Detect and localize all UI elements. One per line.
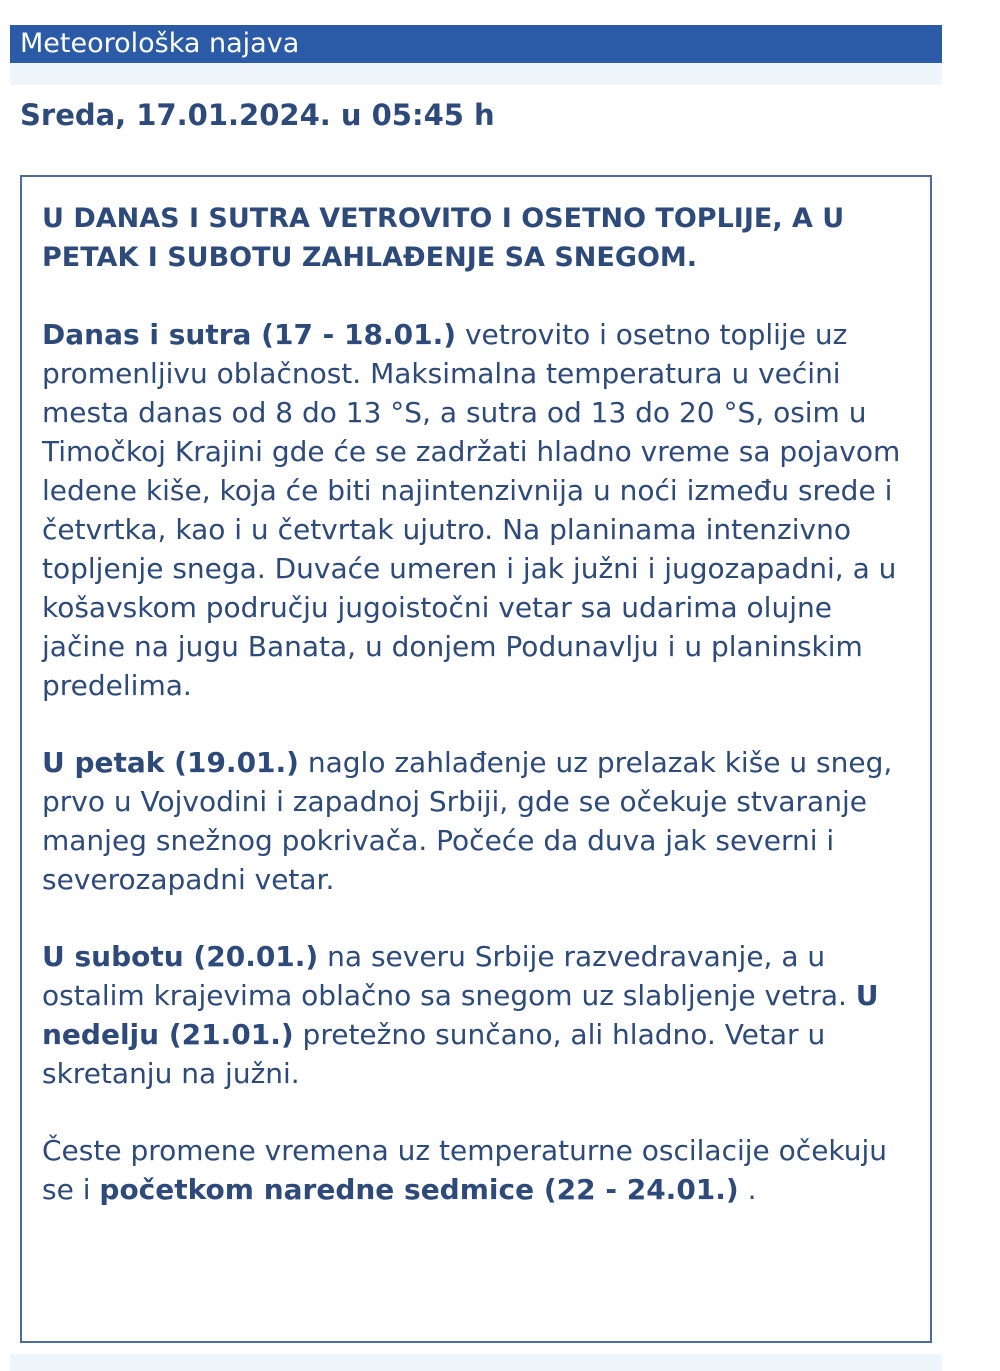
paragraph-text: Česte promene vremena uz temperaturne oscilacije očekuju se i bbox=[42, 1134, 888, 1206]
header-strip bbox=[10, 63, 942, 85]
forecast-headline: U DANAS I SUTRA VETROVITO I OSETNO TOPLIJE, A U PETAK I SUBOTU ZAHLAĐENJE SA SNEGOM. bbox=[42, 203, 845, 273]
forecast-date: Sreda, 17.01.2024. u 05:45 h bbox=[20, 98, 495, 132]
paragraph-text: vetrovito i osetno toplije uz promenljivu oblačnost. Maksimalna temperatura u većini mesta danas od 8 do 13 °S, a sutra od 13 do 20 °S, osim u Timočkoj Krajini gde će se zadržati hladno vreme sa pojavom ledene kiše, koja će biti najintenzivnija u noći između srede i četvrtka, kao i u četvrtak ujutro. Na planinama intenzivno topljenje snega. Duvaće umeren i jak južni i jugozapadni, a u košavskom području jugoistočni vetar sa udarima olujne jačine na jugu Banata, u donjem Podunavlju i u planinskim predelima. bbox=[42, 318, 901, 702]
footer-strip bbox=[10, 1354, 942, 1371]
paragraph-text: naglo zahlađenje uz prelazak kiše u sneg, prvo u Vojvodini i zapadnoj Srbiji, gde se očekuje stvaranje manjeg snežnog pokrivača. Počeće da duva jak severni i severozapadni vetar. bbox=[42, 746, 893, 896]
paragraph-text: na severu Srbije razvedravanje, a u ostalim krajevima oblačno sa snegom uz slabljenje vetra. bbox=[42, 940, 856, 1012]
section-title: Meteorološka najava bbox=[20, 28, 300, 59]
period-label-saturday: U subotu (20.01.) bbox=[42, 940, 319, 973]
forecast-paragraph-today-tomorrow bbox=[42, 315, 910, 705]
forecast-box bbox=[20, 175, 932, 1343]
period-label-friday: U petak (19.01.) bbox=[42, 746, 299, 779]
section-header bbox=[10, 25, 942, 63]
period-label-today-tomorrow: Danas i sutra (17 - 18.01.) bbox=[42, 318, 457, 351]
period-label-next-week: početkom naredne sedmice (22 - 24.01.) bbox=[99, 1173, 739, 1206]
forecast-paragraph-friday bbox=[42, 743, 910, 899]
forecast-paragraph-weekend bbox=[42, 937, 910, 1093]
paragraph-text: . bbox=[738, 1173, 757, 1206]
period-label-sunday: U nedelju (21.01.) bbox=[42, 979, 879, 1051]
paragraph-text: pretežno sunčano, ali hladno. Vetar u skretanju na južni. bbox=[42, 1018, 826, 1090]
forecast-paragraph-next-week bbox=[42, 1131, 910, 1209]
